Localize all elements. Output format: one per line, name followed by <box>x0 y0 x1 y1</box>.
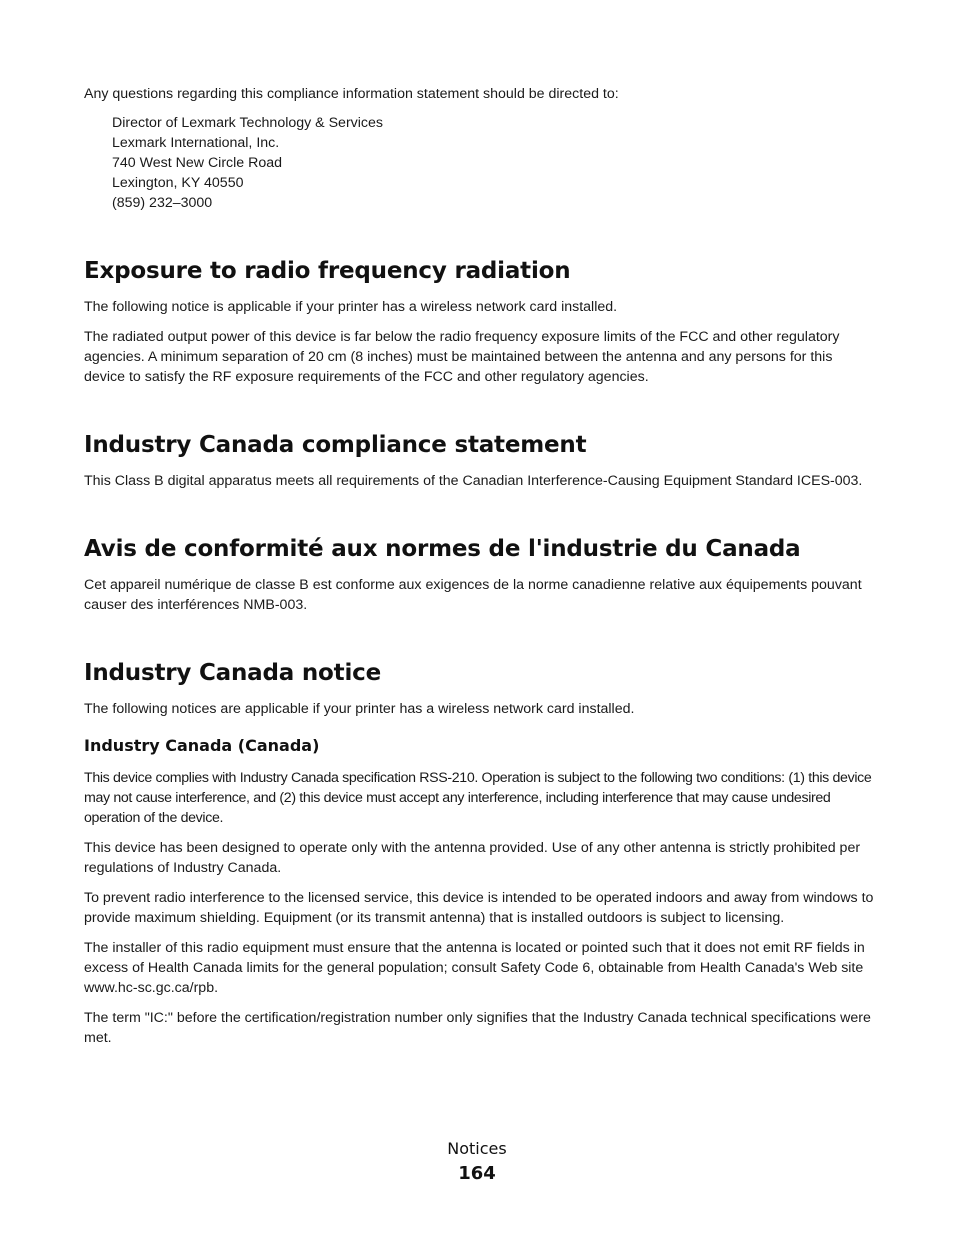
address-line: Lexmark International, Inc. <box>112 135 280 151</box>
paragraph: The term "IC:" before the certification/registration number only signifies that the Industry Canada technical specifications were met. <box>84 1010 871 1046</box>
section-ic-notice <box>84 658 874 1048</box>
subsection-heading: Industry Canada (Canada) <box>84 736 320 755</box>
address-line: 740 West New Circle Road <box>112 155 283 171</box>
paragraph: Cet appareil numérique de classe B est conforme aux exigences de la norme canadienne relative aux équipements pouvant causer des interférences NMB-003. <box>84 577 862 613</box>
section-rf-exposure <box>84 256 874 387</box>
paragraph: This Class B digital apparatus meets all requirements of the Canadian Interference-Causing Equipment Standard ICES-003. <box>84 473 863 489</box>
paragraph: This device complies with Industry Canada specification RSS-210. Operation is subject to the following two conditions: (1) this device may not cause interference, and (2) this device must accept any interference, including interference that may cause undesired operation of the device. <box>84 770 872 826</box>
paragraph: The installer of this radio equipment must ensure that the antenna is located or pointed such that it does not emit RF fields in excess of Health Canada limits for the general population; consult Safety Code 6, obtainable from Health Canada's Web site www.hc-sc.gc.ca/rpb. <box>84 940 865 996</box>
section-avis-conformite <box>84 534 874 615</box>
intro-text: Any questions regarding this compliance information statement should be directed to: <box>84 86 619 102</box>
paragraph: The following notice is applicable if your printer has a wireless network card installed. <box>84 299 618 315</box>
page-footer <box>0 1138 954 1188</box>
contact-address <box>84 113 874 213</box>
section-heading: Exposure to radio frequency radiation <box>84 258 571 284</box>
section-heading: Industry Canada notice <box>84 660 381 686</box>
section-ic-compliance <box>84 430 874 491</box>
section-heading: Industry Canada compliance statement <box>84 432 587 458</box>
footer-section-label: Notices <box>447 1139 507 1158</box>
section-heading: Avis de conformité aux normes de l'industrie du Canada <box>84 536 801 562</box>
paragraph: The following notices are applicable if your printer has a wireless network card installed. <box>84 701 635 717</box>
address-line: Lexington, KY 40550 <box>112 175 244 191</box>
document-page <box>84 84 874 1048</box>
paragraph: To prevent radio interference to the licensed service, this device is intended to be operated indoors and away from windows to provide maximum shielding. Equipment (or its transmit antenna) that is installed outdoors is subject to licensing. <box>84 890 874 926</box>
page-number: 164 <box>458 1163 496 1184</box>
address-line: (859) 232–3000 <box>112 195 213 211</box>
paragraph: This device has been designed to operate only with the antenna provided. Use of any other antenna is strictly prohibited per regulations of Industry Canada. <box>84 840 861 876</box>
paragraph: The radiated output power of this device is far below the radio frequency exposure limits of the FCC and other regulatory agencies. A minimum separation of 20 cm (8 inches) must be maintained between the antenna and any persons for this device to satisfy the RF exposure requirements of the FCC and other regulatory agencies. <box>84 329 840 385</box>
address-line: Director of Lexmark Technology & Services <box>112 115 383 131</box>
